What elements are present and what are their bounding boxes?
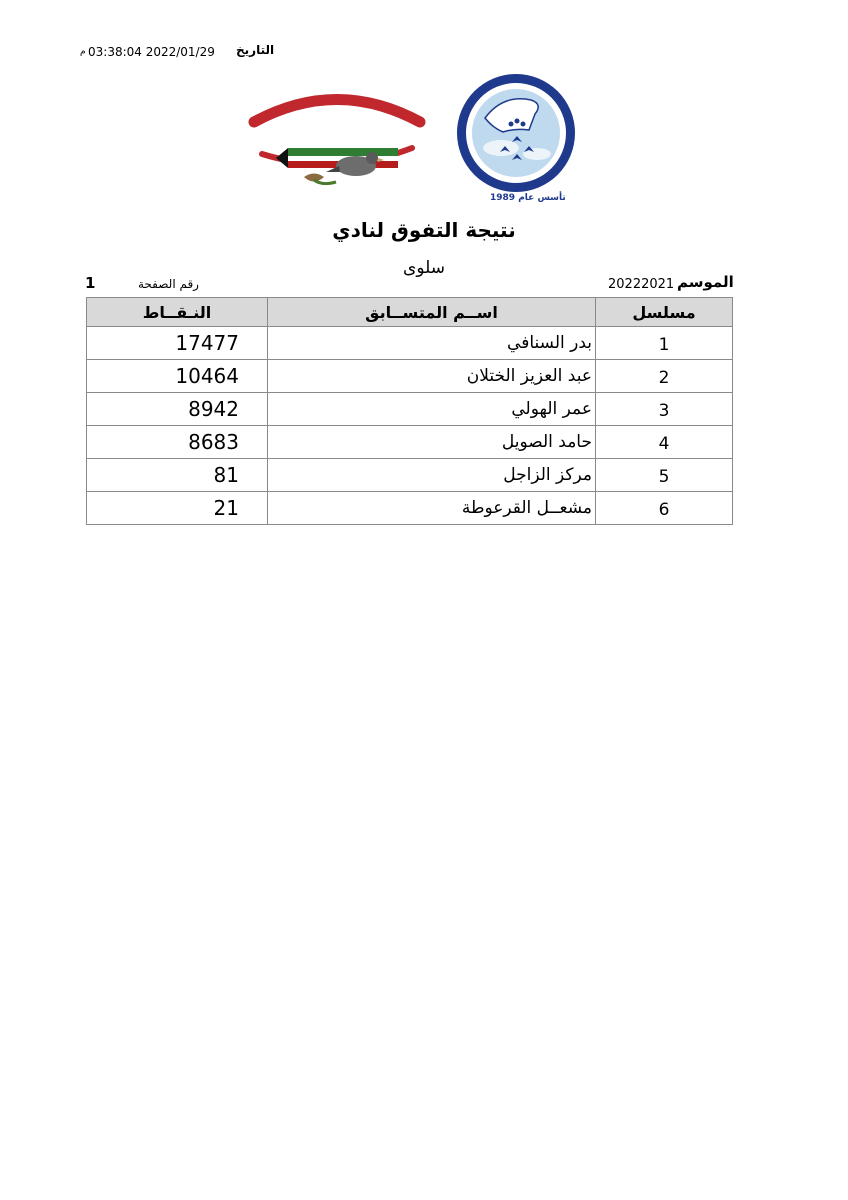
row-points: 8942 (87, 393, 268, 426)
federation-footer: تأسس عام 1989 (490, 193, 566, 203)
header-points: النـقــاط (87, 298, 268, 327)
season-label: الموسم (677, 273, 734, 291)
date-label: التاريخ (236, 43, 275, 57)
header-name: اســم المتســابق (268, 298, 596, 327)
date-value: 03:38:04 2022/01/29 (88, 45, 215, 59)
federation-logo (455, 72, 577, 196)
row-points: 17477 (87, 327, 268, 360)
header-serial: مسلسل (596, 298, 733, 327)
row-points: 8683 (87, 426, 268, 459)
row-name: مركز الزاجل (268, 459, 596, 492)
page-number-label: رقم الصفحة (138, 277, 199, 291)
club-name: سلوى (403, 258, 445, 278)
row-name: عمر الهولي (268, 393, 596, 426)
table-header-row (87, 298, 733, 327)
row-points: 10464 (87, 360, 268, 393)
row-serial: 1 (596, 327, 733, 360)
row-serial: 4 (596, 426, 733, 459)
club-logo (244, 82, 430, 194)
date-suffix: م (80, 47, 86, 57)
table-row (87, 459, 733, 492)
row-points: 21 (87, 492, 268, 525)
season-value: 20222021 (608, 277, 675, 292)
table-row (87, 393, 733, 426)
row-serial: 6 (596, 492, 733, 525)
page-title: نتيجة التفوق لنادي (332, 218, 516, 242)
row-serial: 3 (596, 393, 733, 426)
row-name: عبد العزيز الختلان (268, 360, 596, 393)
row-name: بدر السنافي (268, 327, 596, 360)
page-number-value: 1 (85, 274, 96, 292)
row-name: حامد الصويل (268, 426, 596, 459)
table-row (87, 360, 733, 393)
row-points: 81 (87, 459, 268, 492)
row-name: مشعــل القرعوطة (268, 492, 596, 525)
table-row (87, 426, 733, 459)
table-row (87, 327, 733, 360)
row-serial: 2 (596, 360, 733, 393)
row-serial: 5 (596, 459, 733, 492)
table-row (87, 492, 733, 525)
results-table (86, 297, 733, 525)
